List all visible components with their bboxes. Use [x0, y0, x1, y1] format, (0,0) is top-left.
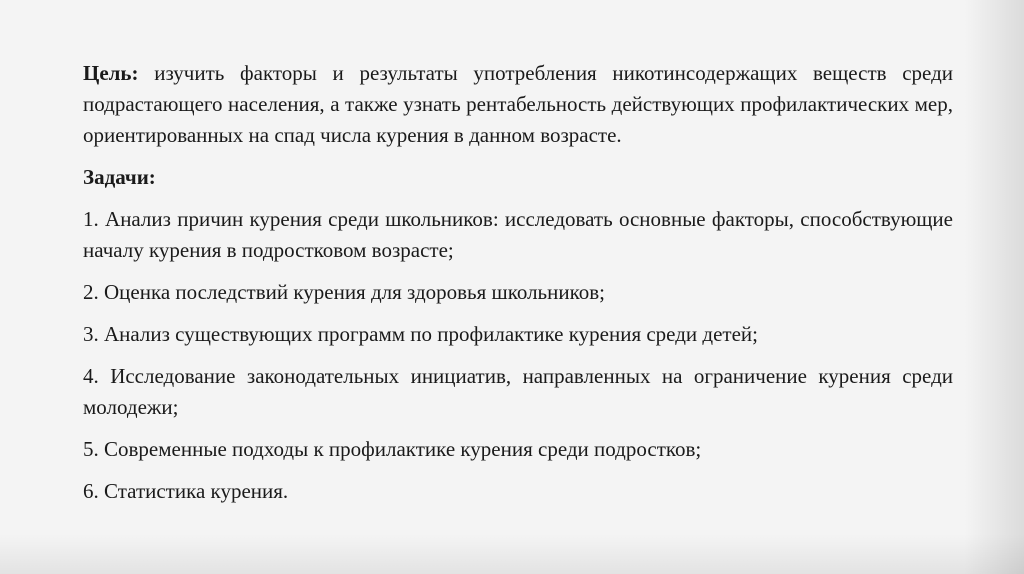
task-item-3: 3. Анализ существующих программ по профилактике курения среди детей;: [83, 322, 758, 346]
slide-content: [83, 58, 953, 507]
task-item-1: 1. Анализ причин курения среди школьников: исследовать основные факторы, способствующие началу курения в подростковом возрасте;: [83, 207, 953, 262]
slide-bottom-shadow: [0, 534, 1024, 574]
tasks-heading: Задачи:: [83, 165, 156, 189]
task-item-2: 2. Оценка последствий курения для здоровья школьников;: [83, 280, 605, 304]
slide-edge-shadow: [964, 0, 1024, 574]
goal-text: изучить факторы и результаты употребления никотинсодержащих веществ среди подрастающего населения, а также узнать рентабельность действующих профилактических мер, ориентированных на спад числа курения в данном возрасте.: [83, 61, 953, 147]
goal-label: Цель:: [83, 61, 139, 85]
task-item-6: 6. Статистика курения.: [83, 479, 289, 503]
task-item-4: 4. Исследование законодательных инициатив, направленных на ограничение курения среди молодежи;: [83, 364, 953, 419]
goal-paragraph: [83, 58, 953, 151]
task-item-5: 5. Современные подходы к профилактике курения среди подростков;: [83, 437, 702, 461]
